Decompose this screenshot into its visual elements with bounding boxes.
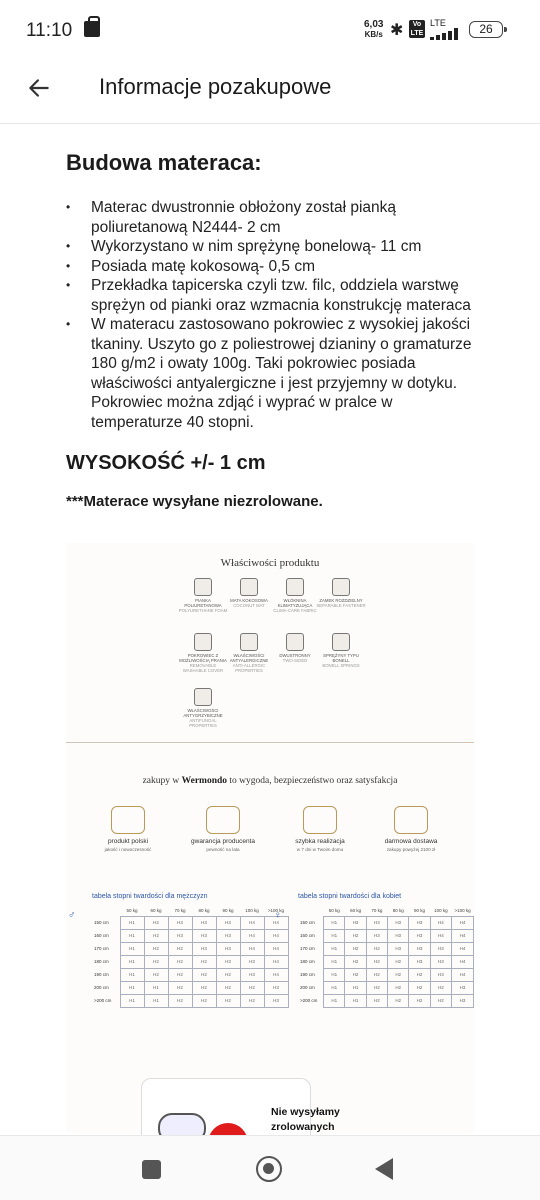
product-info-image — [66, 543, 474, 1133]
network-speed: 6,03 KB/s — [364, 19, 384, 39]
page-title: Informacje pozakupowe — [99, 74, 332, 99]
table-row-header: 150 cm — [94, 920, 109, 925]
table-cell: H3 — [216, 916, 240, 929]
table-row — [300, 981, 474, 994]
table-row — [300, 968, 474, 981]
antifungal-icon — [194, 688, 212, 706]
women-table-grid — [300, 905, 474, 1008]
table-cell: H3 — [216, 955, 240, 968]
table-cell: H4 — [240, 929, 264, 942]
table-cell: H1 — [120, 981, 144, 994]
table-cell: H4 — [264, 968, 288, 981]
shopping-bag-icon — [84, 21, 100, 37]
signal-icon — [430, 28, 464, 40]
feature-two-sided: DWUSTRONNY TWO-SIDED — [270, 633, 320, 663]
table-cell: H1 — [120, 955, 144, 968]
table-cell: H3 — [430, 968, 451, 981]
table-cell: H1 — [144, 981, 168, 994]
volte-icon: Vo LTE — [410, 21, 424, 37]
springs-icon — [332, 633, 350, 651]
table-cell: H2 — [366, 994, 387, 1007]
antiallergic-icon — [240, 633, 258, 651]
table-cell: H3 — [452, 994, 474, 1007]
bluetooth-icon: ✱ — [390, 22, 404, 39]
feature-springs: SPRĘŻYNY TYPU BONELL BONELL SPRINGS — [316, 633, 366, 668]
back-button[interactable] — [375, 1158, 393, 1180]
table-column-header: 100 kg — [434, 907, 448, 913]
table-column-header: 50 kg — [328, 907, 340, 913]
table-cell: H3 — [240, 955, 264, 968]
table-cell: H4 — [452, 942, 474, 955]
table-cell: H3 — [168, 929, 192, 942]
no-roll-section — [66, 1053, 474, 1133]
table-cell: H3 — [192, 942, 216, 955]
table-cell: H2 — [388, 955, 409, 968]
table-row-header: 200 cm — [94, 985, 109, 990]
table-cell: H4 — [240, 916, 264, 929]
table-row-header: >200 cm — [300, 998, 318, 1003]
table-cell: H2 — [240, 981, 264, 994]
table-cell: H1 — [120, 929, 144, 942]
female-symbol-icon: ♀ — [274, 910, 282, 921]
recent-apps-button[interactable] — [142, 1160, 161, 1179]
table-cell: H2 — [168, 994, 192, 1007]
table-cell: H1 — [345, 981, 366, 994]
table-cell: H3 — [345, 916, 366, 929]
table-cell: H3 — [388, 916, 409, 929]
properties-section — [66, 543, 474, 743]
table-cell: H2 — [216, 968, 240, 981]
table-cell: H2 — [430, 981, 451, 994]
lte-label: LTE — [430, 18, 446, 28]
table-cell: H1 — [120, 942, 144, 955]
table-cell: H2 — [216, 981, 240, 994]
status-bar — [0, 0, 540, 60]
feature-fabric: WŁÓKNINA KLIMATYZUJĄCA CLIMA-CARE FABRIC — [270, 578, 320, 613]
badge-free-shipping: darmowa dostawa zakupy powyżej 2100 zł — [371, 806, 451, 852]
table-cell: H3 — [264, 981, 288, 994]
table-row — [300, 994, 474, 1007]
table-column-header: 50 kg — [126, 907, 138, 913]
table-cell: H3 — [192, 929, 216, 942]
table-cell: H3 — [216, 929, 240, 942]
guarantee-icon — [206, 806, 240, 834]
table-cell: H3 — [388, 942, 409, 955]
women-firmness-table — [274, 893, 474, 1008]
table-cell: H3 — [240, 968, 264, 981]
feature-washing: POKROWIEC Z MOŻLIWOŚCIĄ PRANIA REMOVABLE WASHABLE COVER — [178, 633, 228, 673]
table-cell: H3 — [430, 955, 451, 968]
table-cell: H3 — [366, 929, 387, 942]
badge-polish-product: produkt polski jakość i nowoczesność — [88, 806, 168, 852]
table-cell: H2 — [366, 981, 387, 994]
zipper-icon — [332, 578, 350, 596]
men-table-title: tabela stopni twardości dla mężczyzn — [92, 893, 208, 900]
feature-zipper: ZAMEK ROZDZIELNY SEPARABLE FASTENER — [316, 578, 366, 608]
feature-antiallergic: WŁAŚCIWOŚCI ANTYALERGICZNE ANTI-ALLERGIC PROPERTIES — [224, 633, 274, 673]
fabric-icon — [286, 578, 304, 596]
table-cell: H2 — [409, 981, 430, 994]
battery-icon: 26 — [469, 21, 503, 38]
benefits-tagline: zakupy w Wermondo to wygoda, bezpieczeństwo oraz satysfakcja — [142, 776, 398, 786]
table-cell: H1 — [120, 968, 144, 981]
table-cell: H1 — [324, 916, 345, 929]
table-cell: H2 — [345, 942, 366, 955]
washing-icon — [194, 633, 212, 651]
table-cell: H1 — [324, 942, 345, 955]
table-cell: H2 — [240, 994, 264, 1007]
table-cell: H1 — [324, 929, 345, 942]
foam-icon — [194, 578, 212, 596]
table-cell: H4 — [264, 942, 288, 955]
table-cell: H3 — [430, 942, 451, 955]
table-column-header: 80 kg — [198, 907, 210, 913]
table-cell: H1 — [345, 994, 366, 1007]
table-row — [94, 955, 288, 968]
table-cell: H2 — [192, 955, 216, 968]
table-corner — [300, 905, 324, 916]
table-row — [94, 916, 288, 929]
table-row — [300, 929, 474, 942]
table-cell: H2 — [345, 968, 366, 981]
table-column-header: 60 kg — [350, 907, 362, 913]
table-cell: H2 — [144, 929, 168, 942]
table-row — [94, 981, 288, 994]
table-row — [94, 929, 288, 942]
table-row-header: 170 cm — [94, 946, 109, 951]
construction-heading: Budowa materaca: — [66, 150, 262, 175]
table-cell: H2 — [168, 968, 192, 981]
table-cell: H3 — [388, 929, 409, 942]
table-column-header: 80 kg — [392, 907, 404, 913]
coconut-mat-icon — [240, 578, 258, 596]
table-cell: H1 — [120, 916, 144, 929]
table-cell: H2 — [388, 968, 409, 981]
table-cell: H2 — [144, 955, 168, 968]
table-cell: H4 — [264, 916, 288, 929]
table-cell: H4 — [430, 916, 451, 929]
spec-item: • Posiada matę kokosową- 0,5 cm — [66, 257, 478, 277]
table-cell: H2 — [409, 994, 430, 1007]
status-time: 11:10 — [26, 20, 73, 41]
table-cell: H2 — [366, 968, 387, 981]
badge-guarantee: gwarancja producenta pewność na lata — [183, 806, 263, 852]
table-column-header: 90 kg — [414, 907, 426, 913]
benefits-section — [66, 768, 474, 878]
table-cell: H3 — [168, 916, 192, 929]
table-cell: H2 — [144, 942, 168, 955]
table-cell: H3 — [216, 942, 240, 955]
table-cell: H2 — [168, 955, 192, 968]
back-arrow-icon[interactable] — [26, 75, 52, 101]
badge-fast-delivery: szybka realizacja w 7 dni w Twoim domu — [280, 806, 360, 852]
table-cell: H4 — [452, 968, 474, 981]
table-row — [300, 955, 474, 968]
table-cell: H3 — [192, 916, 216, 929]
truck-icon — [394, 806, 428, 834]
table-column-header: 90 kg — [222, 907, 234, 913]
table-cell: H4 — [452, 916, 474, 929]
men-firmness-table — [68, 893, 289, 1008]
spec-item: • W materacu zastosowano pokrowiec z wysokiej jakości tkaniny. Uszyto go z poliestrowej dzianiny o gramaturze 180 g/m2 i owaty 100g. Taki pokrowiec posiada właściwości antyalergiczne i jest przyjemny w dotyku. Pokrowiec można zdjąć i wyprać w pralce w temperaturze 40 stopni. — [66, 315, 478, 432]
table-cell: H2 — [409, 968, 430, 981]
table-cell: H3 — [409, 929, 430, 942]
two-sided-icon — [286, 633, 304, 651]
spec-item: • Materac dwustronnie obłożony został pianką poliuretanową N2444- 2 cm — [66, 198, 478, 237]
properties-title: Właściwości produktu — [220, 557, 320, 569]
table-row-header: 150 cm — [300, 920, 315, 925]
table-row-header: 190 cm — [300, 972, 315, 977]
table-column-header: 60 kg — [150, 907, 162, 913]
table-cell: H4 — [240, 942, 264, 955]
table-cell: H1 — [324, 994, 345, 1007]
table-row — [94, 942, 288, 955]
table-row-header: 170 cm — [300, 946, 315, 951]
home-button[interactable] — [256, 1156, 282, 1182]
table-cell: H2 — [192, 981, 216, 994]
table-cell: H2 — [388, 994, 409, 1007]
feature-antifungal: WŁAŚCIWOŚCI ANTYGRZYBICZNE ANTIFUNGAL PROPERTIES — [178, 688, 228, 728]
app-bar — [0, 60, 540, 124]
table-cell: H2 — [216, 994, 240, 1007]
table-row-header: 200 cm — [300, 985, 315, 990]
men-table-grid — [94, 905, 289, 1008]
table-cell: H2 — [168, 942, 192, 955]
table-cell: H2 — [144, 916, 168, 929]
table-row-header: 180 cm — [94, 959, 109, 964]
table-row-header: >200 cm — [94, 998, 112, 1003]
table-row — [300, 942, 474, 955]
women-table-title: tabela stopni twardości dla kobiet — [298, 893, 402, 900]
table-cell: H2 — [388, 981, 409, 994]
poland-map-icon — [111, 806, 145, 834]
table-cell: H1 — [324, 981, 345, 994]
table-cell: H4 — [452, 929, 474, 942]
feature-coconut-mat: MATA KOKOSOWA COCONUT MAT — [224, 578, 274, 608]
table-cell: H1 — [324, 968, 345, 981]
product-description — [66, 150, 478, 510]
table-row-header: 160 cm — [300, 933, 315, 938]
table-cell: H2 — [345, 955, 366, 968]
table-cell: H2 — [366, 942, 387, 955]
shipping-note: ***Materace wysyłane niezrolowane. — [66, 493, 323, 510]
table-cell: H2 — [144, 968, 168, 981]
table-cell: H2 — [366, 955, 387, 968]
table-cell: H2 — [192, 994, 216, 1007]
table-header-row — [300, 905, 474, 916]
table-cell: H2 — [192, 968, 216, 981]
table-row — [94, 994, 288, 1007]
male-symbol-icon: ♂ — [68, 910, 76, 921]
table-cell: H2 — [430, 994, 451, 1007]
table-row — [300, 916, 474, 929]
table-row-header: 190 cm — [94, 972, 109, 977]
table-cell: H4 — [430, 929, 451, 942]
table-cell: H4 — [452, 955, 474, 968]
table-column-header: 100 kg — [245, 907, 259, 913]
no-roll-text: Nie wysyłamy zrolowanych — [271, 1106, 340, 1133]
table-column-header: >100 kg — [267, 907, 285, 913]
table-cell: H1 — [120, 994, 144, 1007]
table-column-header: >100 kg — [454, 907, 471, 913]
system-nav-bar — [0, 1135, 540, 1200]
table-header-row — [94, 905, 288, 916]
table-cell: H3 — [366, 916, 387, 929]
table-cell: H3 — [409, 942, 430, 955]
table-column-header: 70 kg — [371, 907, 383, 913]
table-cell: H2 — [345, 929, 366, 942]
table-cell: H3 — [452, 981, 474, 994]
height-heading: WYSOKOŚĆ +/- 1 cm — [66, 452, 266, 474]
table-cell: H3 — [409, 916, 430, 929]
table-cell: H1 — [144, 994, 168, 1007]
table-cell: H2 — [168, 981, 192, 994]
spec-list — [66, 198, 478, 432]
table-cell: H3 — [264, 994, 288, 1007]
fast-box-icon — [303, 806, 337, 834]
feature-foam: PIANKA POLIURETANOWA POLYURETHANE FOAM — [178, 578, 228, 613]
table-cell: H4 — [264, 929, 288, 942]
spec-item: • Przekładka tapicerska czyli tzw. filc, oddziela warstwę sprężyn od pianki oraz wzmacnia konstrukcję materaca — [66, 276, 478, 315]
spec-item: • Wykorzystano w nim sprężynę bonelową- 11 cm — [66, 237, 478, 257]
table-row-header: 180 cm — [300, 959, 315, 964]
table-corner — [94, 905, 120, 916]
table-cell: H4 — [264, 955, 288, 968]
table-row-header: 160 cm — [94, 933, 109, 938]
table-row — [94, 968, 288, 981]
table-cell: H1 — [324, 955, 345, 968]
table-column-header: 70 kg — [174, 907, 186, 913]
table-cell: H3 — [409, 955, 430, 968]
